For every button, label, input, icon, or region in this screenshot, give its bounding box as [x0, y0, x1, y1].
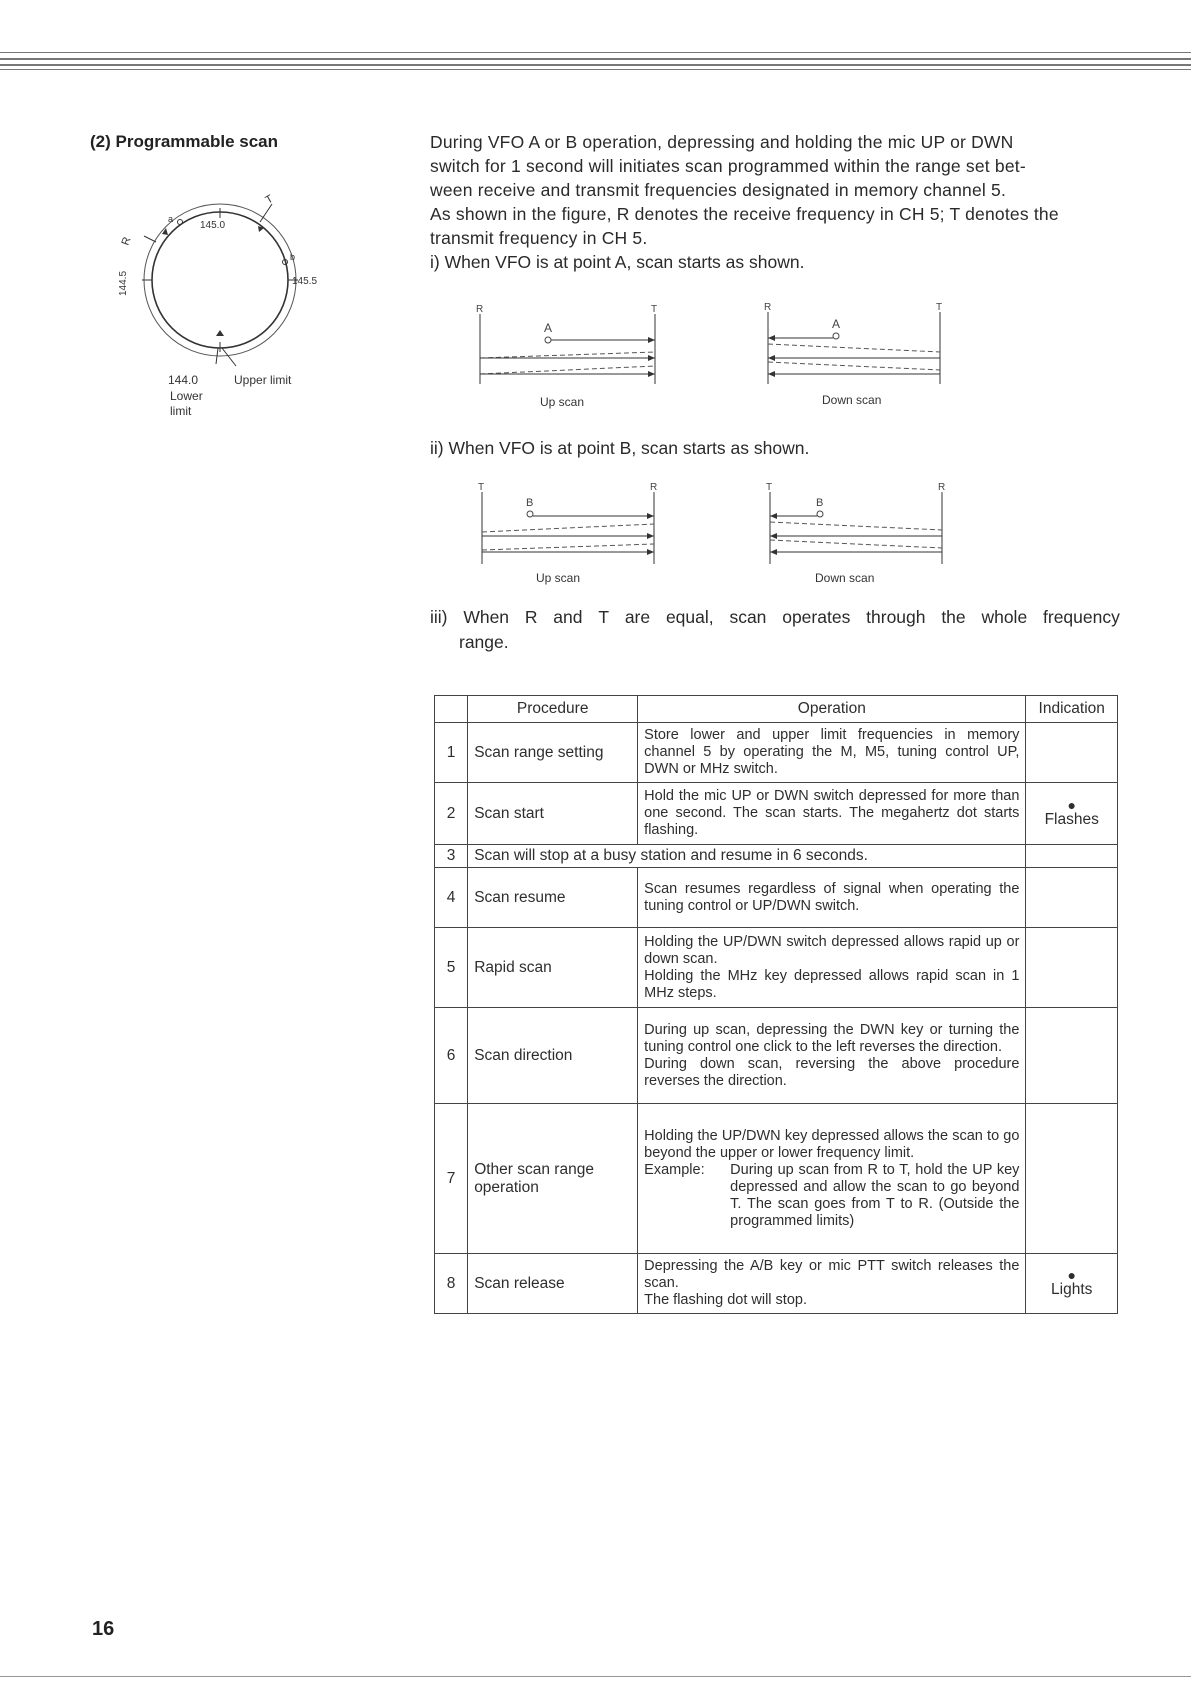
- diag-a-down-t: T: [936, 302, 943, 313]
- row-number: 8: [435, 1254, 468, 1314]
- header-rule-4: [0, 69, 1191, 70]
- diag-a-up-t: T: [651, 304, 658, 315]
- circle-label-t: T: [263, 192, 276, 207]
- page-number: 16: [92, 1618, 115, 1640]
- scan-range-circle-figure: [110, 190, 330, 430]
- intro-line: As shown in the figure, R denotes the receive frequency in CH 5; T denotes the: [430, 204, 1059, 224]
- row-spanning-note: Scan will stop at a busy station and resume in 6 seconds.: [468, 845, 1026, 868]
- case-iii-word: frequency: [1043, 607, 1120, 627]
- case-iii-word: T: [598, 607, 610, 627]
- row-indication: [1026, 845, 1118, 868]
- intro-line: During VFO A or B operation, depressing and holding the mic UP or DWN: [430, 132, 1014, 152]
- circle-label-r: R: [119, 235, 134, 248]
- row-indication: [1026, 1008, 1118, 1104]
- row-indication: [1026, 1104, 1118, 1254]
- case-iii-word: R: [524, 607, 538, 627]
- header-rule-1: [0, 52, 1191, 53]
- row-number: 1: [435, 723, 468, 783]
- row-indication: [1026, 783, 1118, 845]
- diag-a-down-r: R: [764, 302, 772, 313]
- table-row: [435, 928, 1118, 1008]
- freq-145-0: 145.0: [200, 220, 226, 231]
- row-procedure: Rapid scan: [468, 928, 638, 1008]
- row-number: 6: [435, 1008, 468, 1104]
- intro-paragraph: [430, 130, 1120, 250]
- diag-a-up-caption: Up scan: [540, 395, 585, 409]
- diag-a-up-r: R: [476, 304, 484, 315]
- diag-b-up-r: R: [650, 482, 658, 493]
- row-number: 2: [435, 783, 468, 845]
- case-iii-word: iii): [430, 607, 448, 627]
- case-iii-word: are: [624, 607, 651, 627]
- table-row: [435, 723, 1118, 783]
- row-operation: [638, 1254, 1026, 1314]
- example-text: During up scan from R to T, hold the UP key depressed and allow the scan to go beyond T. The scan goes from T to R. (Outside the programmed limits): [730, 1161, 1020, 1229]
- diag-a-up-a: A: [544, 321, 553, 335]
- case-iii-word: When: [463, 607, 510, 627]
- table-header-num: [435, 696, 468, 723]
- case-i-text: i) When VFO is at point A, scan starts as shown.: [430, 252, 805, 272]
- row-indication: [1026, 928, 1118, 1008]
- table-row: [435, 783, 1118, 845]
- row-number: 7: [435, 1104, 468, 1254]
- circle-label-a: a: [168, 214, 174, 224]
- row-procedure: Scan direction: [468, 1008, 638, 1104]
- case-iii-word: equal,: [665, 607, 714, 627]
- diag-b-down-b: B: [816, 497, 824, 509]
- header-rule-2: [0, 58, 1191, 60]
- indicator-dot-icon: ●: [1067, 1266, 1076, 1283]
- lower-limit-label: Lower limit: [170, 389, 203, 418]
- section-title: (2) Programmable scan: [90, 132, 279, 151]
- upper-limit-label: Upper limit: [234, 373, 292, 387]
- table-row: [435, 1254, 1118, 1314]
- table-row: [435, 1104, 1118, 1254]
- row-indication: [1026, 723, 1118, 783]
- case-iii-word: the: [941, 607, 966, 627]
- operation-line: The flashing dot will stop.: [644, 1292, 807, 1308]
- header-rule-3: [0, 64, 1191, 66]
- row-number: 3: [435, 845, 468, 868]
- row-indication-text: Flashes: [1044, 810, 1099, 828]
- table-row: [435, 1008, 1118, 1104]
- scan-diagram-b: [470, 482, 950, 592]
- operation-line: Holding the UP/DWN key depressed allows the scan to go beyond the upper or lower frequency limit.: [644, 1127, 1020, 1161]
- case-iii-word: whole: [981, 607, 1028, 627]
- diag-b-down-r: R: [938, 482, 946, 493]
- table-header-indication: Indication: [1026, 696, 1118, 723]
- row-procedure: Scan resume: [468, 868, 638, 928]
- row-operation: Hold the mic UP or DWN switch depressed for more than one second. The scan starts. The megahertz dot starts flashing.: [638, 783, 1026, 845]
- table-row: [435, 845, 1118, 868]
- operation-line: During up scan, depressing the DWN key or turning the tuning control one click to the left reverses the direction.: [644, 1021, 1020, 1055]
- row-indication: [1026, 1254, 1118, 1314]
- diag-a-down-a: A: [832, 317, 841, 331]
- case-iii-line-1: [430, 605, 1120, 630]
- row-procedure: Scan range setting: [468, 723, 638, 783]
- row-indication-text: Lights: [1051, 1280, 1093, 1298]
- row-indication: [1026, 868, 1118, 928]
- diag-b-down-caption: Down scan: [815, 571, 875, 585]
- table-header-operation: Operation: [638, 696, 1026, 723]
- operation-line: Depressing the A/B key or mic PTT switch releases the scan.: [644, 1258, 1020, 1291]
- scan-diagram-a: [470, 302, 950, 412]
- procedure-table: [434, 695, 1118, 1314]
- freq-144-5: 144.5: [118, 270, 129, 296]
- intro-line: switch for 1 second will initiates scan programmed within the range set bet-: [430, 156, 1026, 176]
- table-row: [435, 868, 1118, 928]
- circle-label-b: b: [290, 252, 296, 262]
- row-number: 5: [435, 928, 468, 1008]
- row-operation: [638, 1104, 1026, 1254]
- diag-b-up-caption: Up scan: [536, 571, 581, 585]
- operation-line: Holding the UP/DWN switch depressed allows rapid up or down scan.: [644, 933, 1020, 967]
- case-iii-word: scan: [729, 607, 767, 627]
- row-procedure: Other scan range operation: [468, 1104, 638, 1254]
- intro-line: ween receive and transmit frequencies designated in memory channel 5.: [430, 180, 1007, 200]
- diag-b-down-t: T: [766, 482, 773, 493]
- row-number: 4: [435, 868, 468, 928]
- case-iii-word: through: [866, 607, 926, 627]
- table-header-row: [435, 696, 1118, 723]
- indicator-dot-icon: ●: [1067, 796, 1076, 813]
- case-iii-line-2: range.: [459, 632, 509, 652]
- freq-145-5: 145.5: [292, 276, 318, 287]
- row-operation: [638, 928, 1026, 1008]
- example-label: Example:: [644, 1161, 705, 1178]
- row-operation: Store lower and upper limit frequencies in memory channel 5 by operating the M, M5, tuning control UP, DWN or MHz switch.: [638, 723, 1026, 783]
- diag-a-down-caption: Down scan: [822, 393, 882, 407]
- operation-line: During down scan, reversing the above procedure reverses the direction.: [644, 1055, 1020, 1089]
- table-header-procedure: Procedure: [468, 696, 638, 723]
- footer-rule: [0, 1676, 1191, 1677]
- row-operation: [638, 1008, 1026, 1104]
- row-procedure: Scan start: [468, 783, 638, 845]
- row-procedure: Scan release: [468, 1254, 638, 1314]
- case-ii-text: ii) When VFO is at point B, scan starts as shown.: [430, 438, 810, 458]
- diag-b-up-t: T: [478, 482, 485, 493]
- intro-line: transmit frequency in CH 5.: [430, 228, 648, 248]
- operation-line: Holding the MHz key depressed allows rapid scan in 1 MHz steps.: [644, 967, 1020, 1001]
- diag-b-up-b: B: [526, 497, 534, 509]
- freq-144-0: 144.0: [168, 373, 199, 387]
- case-iii-word: operates: [782, 607, 851, 627]
- case-iii-text: [430, 605, 1120, 655]
- case-iii-word: and: [553, 607, 583, 627]
- example-block: [644, 1162, 1019, 1230]
- row-operation: Scan resumes regardless of signal when operating the tuning control or UP/DWN switch.: [638, 868, 1026, 928]
